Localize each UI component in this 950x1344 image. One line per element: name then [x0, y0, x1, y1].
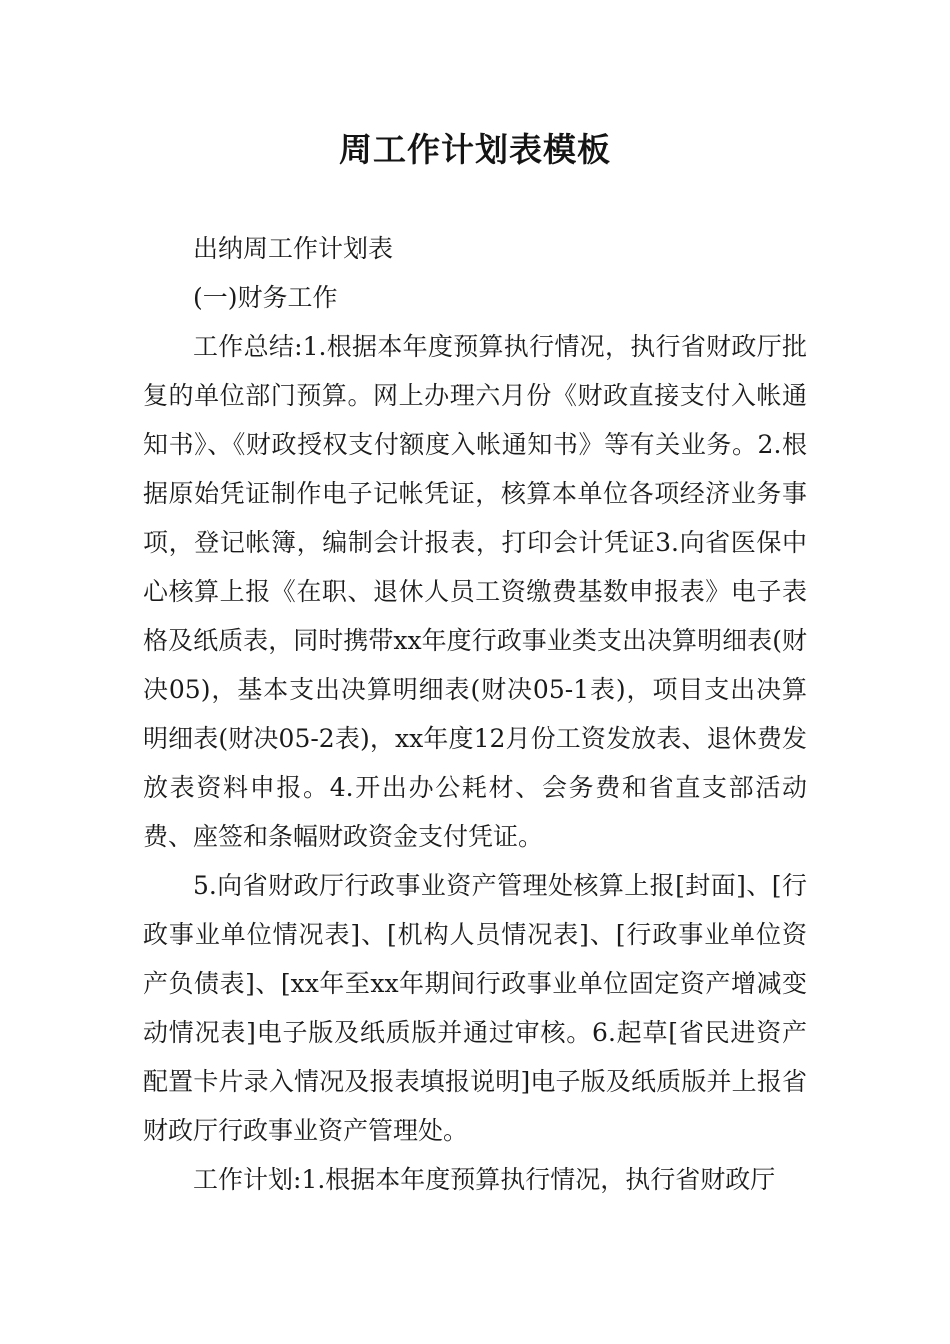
- document-body: [143, 224, 807, 1204]
- document-title: 周工作计划表模板: [339, 130, 611, 169]
- paragraph-asset-report: 5.向省财政厅行政事业资产管理处核算上报[封面]、[行政事业单位情况表]、[机构人员情况表]、[行政事业单位资产负债表]、[xx年至xx年期间行政事业单位固定资产增减变动情况表]电子版及纸质版并通过审核。6.起草[省民进资产配置卡片录入情况及报表填报说明]电子版及纸质版并上报省财政厅行政事业资产管理处。: [143, 871, 807, 1145]
- section-heading-cashier-plan: 出纳周工作计划表: [193, 234, 394, 263]
- section-heading-finance-work: (一)财务工作: [193, 283, 338, 312]
- paragraph-work-plan: 工作计划:1.根据本年度预算执行情况，执行省财政厅: [193, 1165, 776, 1194]
- paragraph-work-summary: 工作总结:1.根据本年度预算执行情况，执行省财政厅批复的单位部门预算。网上办理六月份《财政直接支付入帐通知书》、《财政授权支付额度入帐通知书》等有关业务。2.根据原始凭证制作电子记帐凭证，核算本单位各项经济业务事项，登记帐簿，编制会计报表，打印会计凭证3.向省医保中心核算上报《在职、退休人员工资缴费基数申报表》电子表格及纸质表，同时携带xx年度行政事业类支出决算明细表(财决05)，基本支出决算明细表(财决05-1表)，项目支出决算明细表(财决05-2表)，xx年度12月份工资发放表、退休费发放表资料申报。4.开出办公耗材、会务费和省直支部活动费、座签和条幅财政资金支付凭证。: [143, 332, 807, 851]
